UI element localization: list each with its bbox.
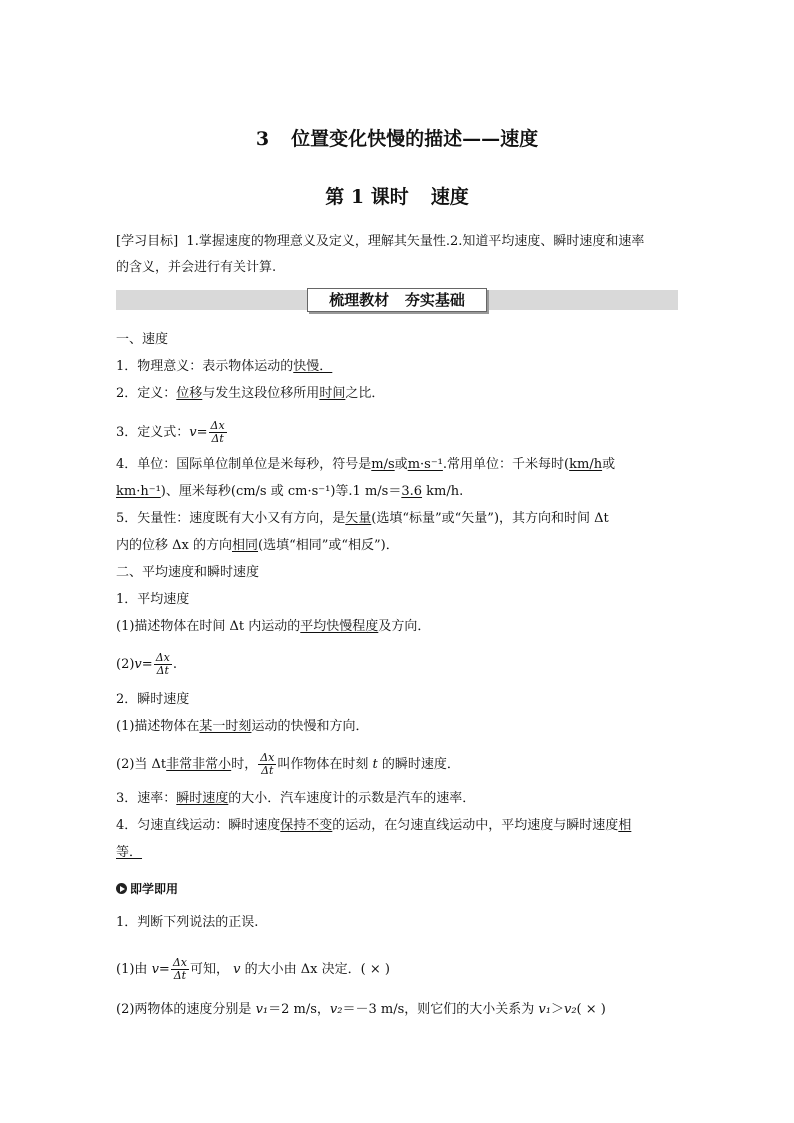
part2-s2: 2．瞬时速度 xyxy=(116,692,190,707)
lesson-title-text: 第 1 课时 xyxy=(325,186,409,208)
practice-q1: 1．判断下列说法的正误. xyxy=(116,915,259,930)
part1-line1: 1．物理意义：表示物体运动的快慢． xyxy=(116,359,333,374)
lesson-title xyxy=(0,182,794,209)
part1-heading: 一、速度 xyxy=(116,332,169,347)
lesson-subtitle: 速度 xyxy=(430,186,469,208)
part1-line2: 2．定义：位移与发生这段位移所用时间之比． xyxy=(116,386,385,401)
part2-s4b xyxy=(116,843,678,863)
fraction: $\frac{\Delta x}{\Delta t}$ xyxy=(260,751,275,777)
fraction: $\frac{\Delta x}{\Delta t}$ xyxy=(155,651,170,677)
blank-answer: 平均快慢程度 xyxy=(300,619,379,634)
blank-answer: 快慢． xyxy=(293,359,333,374)
part1-line3: 3．定义式：v= $\frac{\Delta x}{\Delta t}$ xyxy=(116,419,225,445)
practice-q1b: (2)两物体的速度分别是 v₁＝2 m/s，v₂＝－3 m/s，则它们的大小关系为 v₁＞v₂( × ) xyxy=(116,1002,606,1017)
part1-line5b: 内的位移 Δx 的方向相同(选填“相同”或“相反”)． xyxy=(116,538,399,553)
objective-line-2 xyxy=(116,258,678,278)
banner-right-text: 夯实基础 xyxy=(404,291,465,309)
play-circle-icon xyxy=(116,883,127,894)
blank-answer: 瞬时速度 xyxy=(176,791,229,806)
part1-line4a: 4．单位：国际单位制单位是米每秒，符号是m/s或m·s⁻¹.常用单位：千米每时(km/h或 xyxy=(116,457,616,472)
blank-answer: 位移 xyxy=(176,386,203,401)
objective-text: 1.掌握速度的物理意义及定义，理解其矢量性.2.知道平均速度、瞬时速度和速率 xyxy=(186,234,645,249)
part2-s4a: 4．匀速直线运动：瞬时速度保持不变的运动，在匀速直线运动中，平均速度与瞬时速度相 xyxy=(116,818,632,833)
part2-s1: 1．平均速度 xyxy=(116,592,190,607)
section-title-text: 位置变化快慢的描述——速度 xyxy=(291,128,539,150)
blank-answer: m·s⁻¹ xyxy=(407,457,443,472)
part2-heading: 二、平均速度和瞬时速度 xyxy=(116,565,260,580)
part1-line4b: km·h⁻¹)、厘米每秒(cm/s 或 cm·s⁻¹)等.1 m/s＝3.6 km/h. xyxy=(116,484,464,499)
part1-line5a: 5．矢量性：速度既有大小又有方向，是矢量(选填“标量”或“矢量”)，其方向和时间 Δt xyxy=(116,511,609,526)
part2-s2a: (1)描述物体在某一时刻运动的快慢和方向． xyxy=(116,719,369,734)
part2-s2b: (2)当 Δt非常非常小时， $\frac{\Delta x}{\Delta t}$ 叫作物体在时刻 t 的瞬时速度． xyxy=(116,751,460,777)
fraction: $\frac{\Delta x}{\Delta t}$ xyxy=(210,419,225,445)
practice-heading: 即学即用 xyxy=(116,879,678,899)
objective-text-2: 的含义，并会进行有关计算. xyxy=(116,260,277,275)
blank-answer: 相同 xyxy=(232,538,259,553)
blank-answer: km·h⁻¹ xyxy=(116,484,161,499)
blank-answer: 时间 xyxy=(319,386,346,401)
answer-mark: ( × ) xyxy=(360,962,390,977)
blank-answer: km/h xyxy=(569,457,603,472)
section-title xyxy=(0,124,794,151)
fraction: $\frac{\Delta x}{\Delta t}$ xyxy=(172,956,187,982)
objective-line-1 xyxy=(116,232,678,252)
objective-label: [学习目标] xyxy=(116,234,179,249)
blank-answer: 相 xyxy=(618,818,632,833)
section-banner xyxy=(307,288,487,312)
part2-s1a: (1)描述物体在时间 Δt 内运动的平均快慢程度及方向． xyxy=(116,619,431,634)
practice-q1a: (1)由 v= $\frac{\Delta x}{\Delta t}$ 可知， v 的大小由 Δx 决定．( × ) xyxy=(116,956,390,982)
part2-s1b: (2)v= $\frac{\Delta x}{\Delta t}$ . xyxy=(116,651,177,677)
blank-answer: m/s xyxy=(371,457,395,472)
banner-left-text: 梳理教材 xyxy=(329,291,390,309)
section-number: 3 xyxy=(255,128,270,150)
blank-answer: 等． xyxy=(116,845,143,860)
blank-answer: 保持不变 xyxy=(280,818,333,833)
blank-answer: 矢量 xyxy=(345,511,372,526)
answer-mark: ( × ) xyxy=(576,1002,606,1017)
blank-answer: 3.6 xyxy=(401,484,423,499)
blank-answer: 非常非常小 xyxy=(166,757,232,772)
part2-s3: 3．速率：瞬时速度的大小．汽车速度计的示数是汽车的速率． xyxy=(116,791,476,806)
blank-answer: 某一时刻 xyxy=(199,719,252,734)
